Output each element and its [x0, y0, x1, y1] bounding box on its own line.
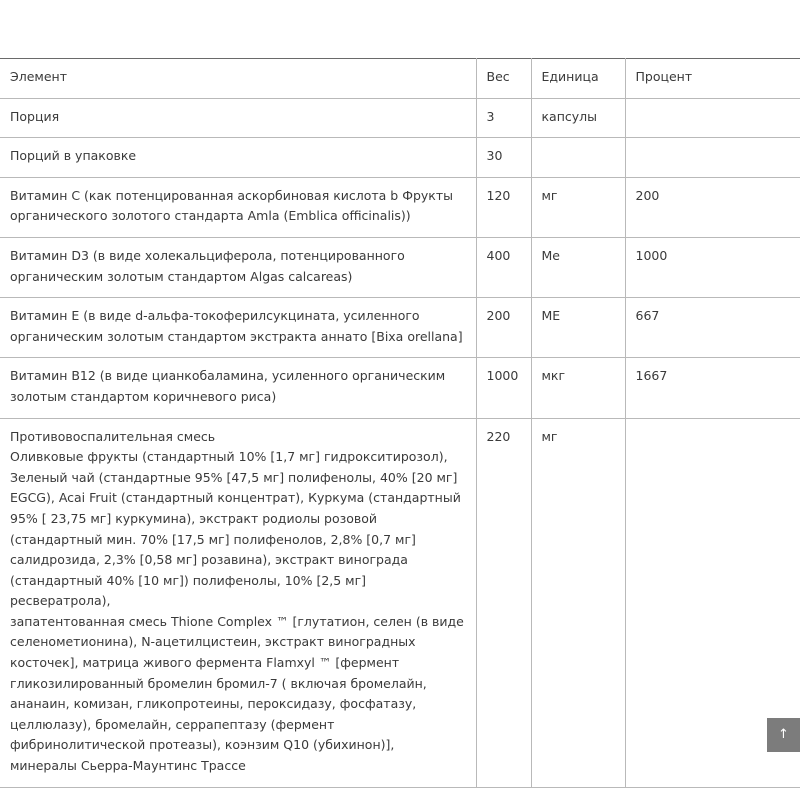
cell-name: Витамин D3 (в виде холекальциферола, потенцированного органическим золотым стандартом Algas calcareas) — [0, 237, 476, 297]
cell-weight: 220 — [476, 418, 531, 787]
cell-percent: 667 — [625, 298, 800, 358]
cell-percent — [625, 138, 800, 178]
cell-name: Витамин E (в виде d-альфа-токоферилсукцината, усиленного органическим золотым стандартом экстракта аннато [Bixa orellana] — [0, 298, 476, 358]
table-row — [0, 177, 800, 237]
cell-weight: 1000 — [476, 358, 531, 418]
cell-name: Витамин B12 (в виде цианкобаламина, усиленного органическим золотым стандартом коричневого риса) — [0, 358, 476, 418]
scroll-to-top-button[interactable] — [767, 718, 800, 752]
arrow-up-icon: ↑ — [778, 727, 789, 742]
header-unit: Единица — [531, 59, 625, 99]
cell-weight: 200 — [476, 298, 531, 358]
cell-weight: 120 — [476, 177, 531, 237]
header-element: Элемент — [0, 59, 476, 99]
table-row — [0, 418, 800, 787]
header-percent: Процент — [625, 59, 800, 99]
table-row — [0, 298, 800, 358]
cell-name: Порция — [0, 98, 476, 138]
cell-percent: 200 — [625, 177, 800, 237]
cell-unit: мг — [531, 418, 625, 787]
cell-name: Витамин C (как потенцированная аскорбиновая кислота b Фрукты органического золотого стандарта Amla (Emblica officinalis)) — [0, 177, 476, 237]
cell-unit: МЕ — [531, 298, 625, 358]
cell-percent — [625, 98, 800, 138]
cell-unit: капсулы — [531, 98, 625, 138]
cell-unit: мг — [531, 177, 625, 237]
cell-percent: 1667 — [625, 358, 800, 418]
cell-name: Порций в упаковке — [0, 138, 476, 178]
cell-weight: 30 — [476, 138, 531, 178]
table-row — [0, 237, 800, 297]
table-row — [0, 138, 800, 178]
cell-weight: 3 — [476, 98, 531, 138]
cell-unit: мкг — [531, 358, 625, 418]
supplement-facts-table — [0, 58, 800, 788]
table-header-row — [0, 59, 800, 99]
cell-unit — [531, 138, 625, 178]
cell-weight: 400 — [476, 237, 531, 297]
header-weight: Вес — [476, 59, 531, 99]
table-row — [0, 358, 800, 418]
cell-unit: Ме — [531, 237, 625, 297]
table-row — [0, 98, 800, 138]
cell-percent: 1000 — [625, 237, 800, 297]
cell-name: Противовоспалительная смесь Оливковые фрукты (стандартный 10% [1,7 мг] гидрокситирозол), Зеленый чай (стандартные 95% [47,5 мг] полифенолы, 40% [20 мг] EGCG), Acai Fruit (стандартный концентрат), Куркума (стандартный 95% [ 23,75 мг] куркумина), экстракт родиолы розовой (стандартный мин. 70% [17,5 мг] полифенолов, 2,8% [0,7 мг] салидрозида, 2,3% [0,58 мг] розавина), экстракт винограда (стандартный 40% [10 мг]) полифенолы, 10% [2,5 мг] ресвератрола), запатентованная смесь Thione Complex ™ [глутатион, селен (в виде селенометионина), N-ацетилцистеин, экстракт виноградных косточек], матрица живого фермента Flamxyl ™ [фермент гликозилированный бромелин бромил-7 ( включая бромелайн, ананаин, комизан, гликопротеины, пероксидазу, фосфатазу, целлюлазу), бромелайн, серрапептазу (фермент фибринолитической протеазы), коэнзим Q10 (убихинон)], минералы Сьерра-Маунтинс Трассе — [0, 418, 476, 787]
